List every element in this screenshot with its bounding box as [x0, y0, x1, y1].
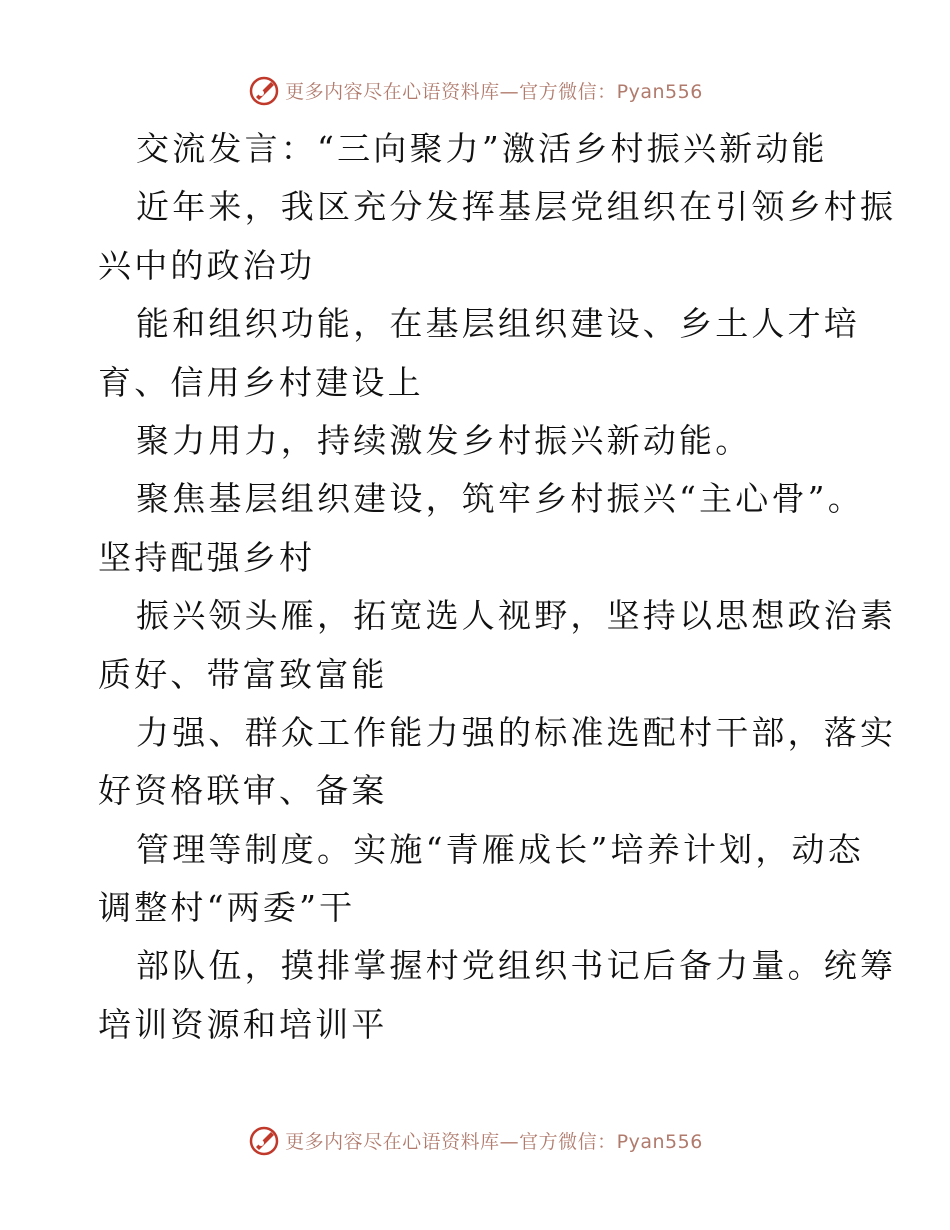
ink-pen-seal-icon	[247, 73, 281, 107]
document-body	[98, 120, 897, 1054]
watermark-text: 更多内容尽在心语资料库—官方微信：Pyan556	[285, 80, 703, 103]
paragraph-line: 坚持配强乡村	[98, 537, 316, 577]
paragraph-line: 育、信用乡村建设上	[98, 362, 424, 402]
paragraph-line: 兴中的政治功	[98, 245, 316, 285]
paragraph-line: 振兴领头雁，拓宽选人视野，坚持以思想政治素	[136, 596, 897, 636]
paragraph-line: 聚力用力，持续激发乡村振兴新动能。	[136, 420, 752, 460]
paragraph-line: 聚焦基层组织建设，筑牢乡村振兴“主心骨”。	[136, 479, 864, 519]
document-title: 交流发言：“三向聚力”激活乡村振兴新动能	[136, 129, 828, 168]
paragraph-line: 培训资源和培训平	[98, 1004, 388, 1044]
watermark-header	[0, 72, 950, 108]
paragraph-line: 好资格联审、备案	[98, 771, 388, 811]
paragraph-line: 部队伍，摸排掌握村党组织书记后备力量。统筹	[136, 946, 897, 986]
ink-pen-seal-icon	[247, 1123, 281, 1157]
watermark-text: 更多内容尽在心语资料库—官方微信：Pyan556	[285, 1130, 703, 1153]
paragraph-line: 近年来，我区充分发挥基层党组织在引领乡村振	[136, 187, 897, 227]
paragraph-line: 能和组织功能，在基层组织建设、乡土人才培	[136, 304, 860, 344]
paragraph-line: 管理等制度。实施“青雁成长”培养计划，动态	[136, 829, 864, 869]
paragraph-line: 力强、群众工作能力强的标准选配村干部，落实	[136, 712, 897, 752]
paragraph-line: 质好、带富致富能	[98, 654, 388, 694]
paragraph-line: 调整村“两委”干	[98, 888, 356, 928]
watermark-footer	[0, 1122, 950, 1158]
